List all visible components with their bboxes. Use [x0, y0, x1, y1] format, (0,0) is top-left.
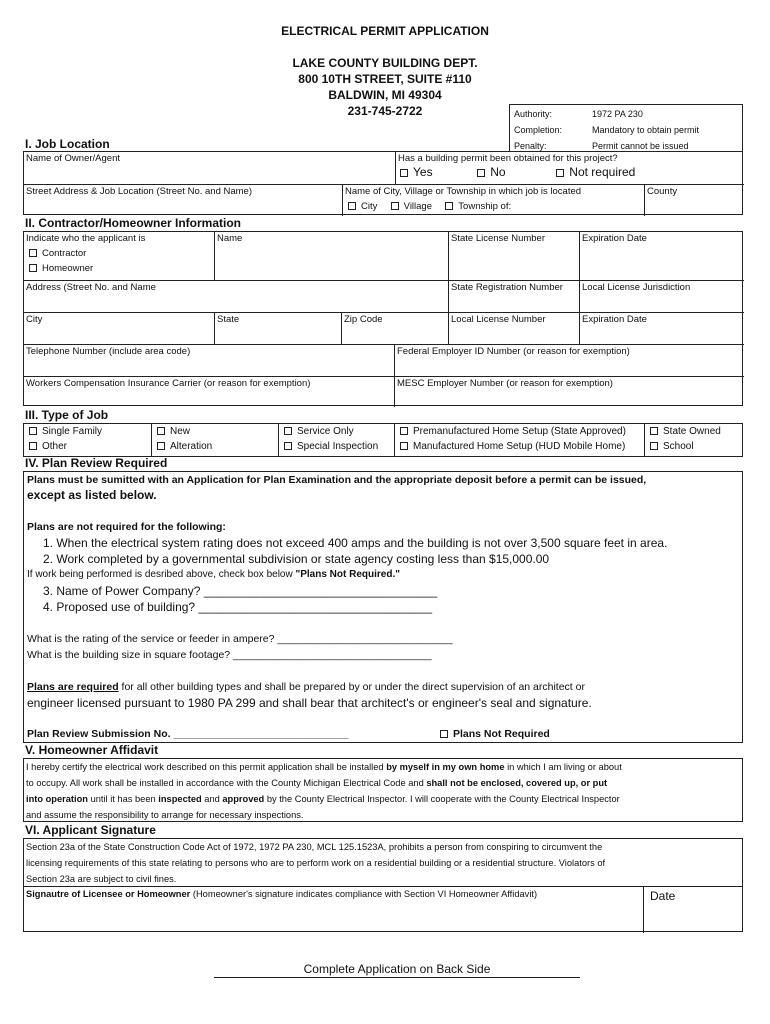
checkbox-icon — [157, 442, 165, 450]
statute-line3: Section 23a are subject to civil fines. — [26, 874, 177, 884]
telephone-label: Telephone Number (include area code) — [26, 346, 191, 357]
street-address-field[interactable] — [24, 184, 342, 216]
checkbox-icon — [29, 442, 37, 450]
expiration-label-2: Expiration Date — [582, 314, 647, 325]
penalty-value: Permit cannot be issued — [592, 141, 689, 151]
dept-city: BALDWIN, MI 49304 — [328, 88, 442, 102]
permit-no[interactable]: No — [477, 165, 505, 179]
not-required-heading: Plans are not required for the following: — [27, 521, 226, 533]
checkbox-icon — [29, 264, 37, 272]
contractor-box — [23, 231, 743, 406]
checkbox-icon — [29, 249, 37, 257]
checkbox-icon — [400, 427, 408, 435]
section-1-title: I. Job Location — [25, 137, 110, 151]
job-location-box — [23, 151, 743, 215]
state-label: State — [217, 314, 240, 325]
plan-intro-line2: except as listed below. — [27, 488, 157, 502]
section-6-title: VI. Applicant Signature — [25, 823, 156, 837]
job-premanufactured[interactable]: Premanufactured Home Setup (State Approved) — [397, 425, 642, 439]
checkbox-icon — [348, 202, 356, 210]
expiration-field-1[interactable] — [579, 232, 744, 280]
authority-box — [509, 104, 743, 152]
signature-label: Signautre of Licensee or Homeowner (Homeowner's signature indicates compliance with Section VI Homeowner Affidavit) — [26, 889, 538, 899]
power-company-field[interactable]: 3. Name of Power Company? ___________________________________ — [43, 584, 438, 598]
municipality-label: Name of City, Village or Township in which job is located — [345, 186, 582, 197]
penalty-label: Penalty: — [514, 141, 547, 151]
dept-name: LAKE COUNTY BUILDING DEPT. — [292, 56, 478, 70]
checkbox-icon — [157, 427, 165, 435]
checkbox-icon — [477, 169, 485, 177]
mesc-field[interactable] — [394, 376, 744, 407]
state-registration-field[interactable] — [448, 280, 579, 312]
permit-question: Has a building permit been obtained for this project? — [398, 153, 618, 164]
completion-value: Mandatory to obtain permit — [592, 125, 700, 135]
checkbox-icon — [440, 730, 448, 738]
owner-field[interactable] — [24, 152, 395, 184]
affidavit-line4: and assume the responsibility to arrange for necessary inspections. — [26, 810, 304, 820]
local-license-field[interactable] — [448, 312, 579, 344]
job-new[interactable]: New — [154, 425, 276, 439]
plans-required-line2: engineer licensed pursuant to 1980 PA 299 and shall bear that architect's or engineer's seal and signature. — [27, 696, 592, 710]
job-other[interactable]: Other — [26, 439, 149, 455]
state-field[interactable] — [214, 312, 341, 344]
checkbox-icon — [556, 169, 564, 177]
name-field[interactable] — [214, 232, 448, 280]
statute-line1: Section 23a of the State Construction Code Act of 1972, 1972 PA 230, MCL 125.1523A, prohibits a person from conspiring to circumvent the — [26, 842, 603, 852]
checkbox-icon — [445, 202, 453, 210]
exemption-item-2: 2. Work completed by a governmental subdivision or state agency costing less than $15,000.00 — [43, 552, 550, 566]
job-service-only[interactable]: Service Only — [281, 425, 392, 439]
authority-label: Authority: — [514, 109, 553, 119]
address-field[interactable] — [24, 280, 448, 312]
affidavit-line3: into operation until it has been inspected and approved by the County Electrical Inspector. I will cooperate with the County Electrical Inspector — [26, 794, 620, 804]
workers-comp-label: Workers Compensation Insurance Carrier (or reason for exemption) — [26, 378, 311, 389]
plan-intro-line1: Plans must be sumitted with an Application for Plan Examination and the appropriate deposit before a permit can be issued, — [27, 474, 647, 486]
job-alteration[interactable]: Alteration — [154, 439, 276, 455]
city-field[interactable] — [24, 312, 214, 344]
state-license-label: State License Number — [451, 233, 545, 244]
job-type-box — [23, 423, 743, 457]
plan-review-box — [23, 471, 743, 743]
building-size-field[interactable]: What is the building size in square footage? __________________________________ — [27, 649, 432, 661]
completion-label: Completion: — [514, 125, 563, 135]
date-label: Date — [650, 889, 676, 903]
expiration-label-1: Expiration Date — [582, 233, 647, 244]
local-jurisdiction-field[interactable] — [579, 280, 744, 312]
expiration-field-2[interactable] — [579, 312, 744, 344]
exemption-item-1: 1. When the electrical system rating does not exceed 400 amps and the building is not over 3,500 square feet in area. — [43, 536, 668, 550]
indicate-label: Indicate who the applicant is — [26, 233, 146, 244]
local-license-label: Local License Number — [451, 314, 546, 325]
affidavit-line2: to occupy. All work shall be installed in accordance with the County Michigan Electrical Code and shall not be enclosed, covered up, or put — [26, 778, 608, 788]
fein-field[interactable] — [394, 344, 744, 376]
footer-note: Complete Application on Back Side — [214, 962, 580, 978]
municipality-village[interactable]: Village — [391, 201, 432, 212]
affidavit-box — [23, 758, 743, 822]
fein-label: Federal Employer ID Number (or reason for exemption) — [397, 346, 630, 357]
zip-label: Zip Code — [344, 314, 383, 325]
dept-phone: 231-745-2722 — [347, 104, 423, 118]
affidavit-line1: I hereby certify the electrical work described on this permit application shall be installed by myself in my own home in which I am living or about — [26, 762, 622, 772]
job-state-owned[interactable]: State Owned — [647, 425, 740, 439]
section-3-title: III. Type of Job — [25, 408, 109, 422]
checkbox-icon — [391, 202, 399, 210]
section-4-title: IV. Plan Review Required — [25, 456, 168, 470]
checkbox-icon — [400, 169, 408, 177]
municipality-field — [342, 184, 644, 216]
if-work-note: If work being performed is desribed above, check box below "Plans Not Required." — [27, 569, 400, 580]
plans-not-required-checkbox[interactable]: Plans Not Required — [440, 728, 550, 740]
telephone-field[interactable] — [24, 344, 394, 376]
checkbox-icon — [29, 427, 37, 435]
street-label: Street Address & Job Location (Street No. and Name) — [26, 186, 253, 197]
signature-field[interactable] — [24, 886, 643, 933]
state-license-field[interactable] — [448, 232, 579, 280]
building-permit-field — [395, 152, 744, 184]
owner-label: Name of Owner/Agent — [26, 153, 120, 164]
zip-field[interactable] — [341, 312, 448, 344]
statute-line2: licensing requirements of this state relating to persons who are to perform work on a residential building or a residential structure. Violators of — [26, 858, 606, 868]
checkbox-icon — [400, 442, 408, 450]
mesc-label: MESC Employer Number (or reason for exemption) — [397, 378, 613, 389]
municipality-township[interactable]: Township of: — [445, 201, 511, 212]
local-juris-label: Local License Jurisdiction — [582, 282, 691, 293]
checkbox-icon — [284, 427, 292, 435]
form-title: ELECTRICAL PERMIT APPLICATION — [281, 24, 489, 38]
applicant-homeowner[interactable]: Homeowner — [26, 263, 212, 275]
section-2-title: II. Contractor/Homeowner Information — [25, 216, 242, 230]
signature-box — [23, 838, 743, 932]
name-label: Name — [217, 233, 243, 244]
job-single-family[interactable]: Single Family — [26, 425, 149, 439]
checkbox-icon — [650, 442, 658, 450]
date-field[interactable] — [643, 886, 743, 933]
address-label: Address (Street No. and Name — [26, 282, 156, 293]
section-5-title: V. Homeowner Affidavit — [25, 743, 159, 757]
proposed-use-field[interactable]: 4. Proposed use of building? ___________________________________ — [43, 600, 433, 614]
state-reg-label: State Registration Number — [451, 282, 563, 293]
city-label: City — [26, 314, 43, 325]
dept-street: 800 10TH STREET, SUITE #110 — [298, 72, 472, 86]
permit-not-required[interactable]: Not required — [556, 165, 635, 179]
workers-comp-field[interactable] — [24, 376, 394, 407]
municipality-city[interactable]: City — [348, 201, 377, 212]
checkbox-icon — [650, 427, 658, 435]
county-field[interactable] — [644, 184, 744, 216]
permit-yes[interactable]: Yes — [400, 165, 433, 179]
submission-number-field[interactable]: Plan Review Submission No. ______________________________ — [27, 728, 349, 740]
county-label: County — [647, 186, 678, 197]
checkbox-icon — [284, 442, 292, 450]
applicant-contractor[interactable]: Contractor — [26, 248, 212, 260]
job-special-inspection[interactable]: Special Inspection — [281, 439, 392, 455]
job-school[interactable]: School — [647, 439, 740, 455]
service-rating-field[interactable]: What is the rating of the service or feeder in ampere? ______________________________ — [27, 633, 453, 645]
job-manufactured[interactable]: Manufactured Home Setup (HUD Mobile Home) — [397, 439, 642, 455]
applicant-type-field — [24, 232, 214, 280]
plans-required-line1: Plans are required for all other building types and shall be prepared by or under the direct supervision of an architect or — [27, 681, 585, 693]
authority-value: 1972 PA 230 — [592, 109, 643, 119]
